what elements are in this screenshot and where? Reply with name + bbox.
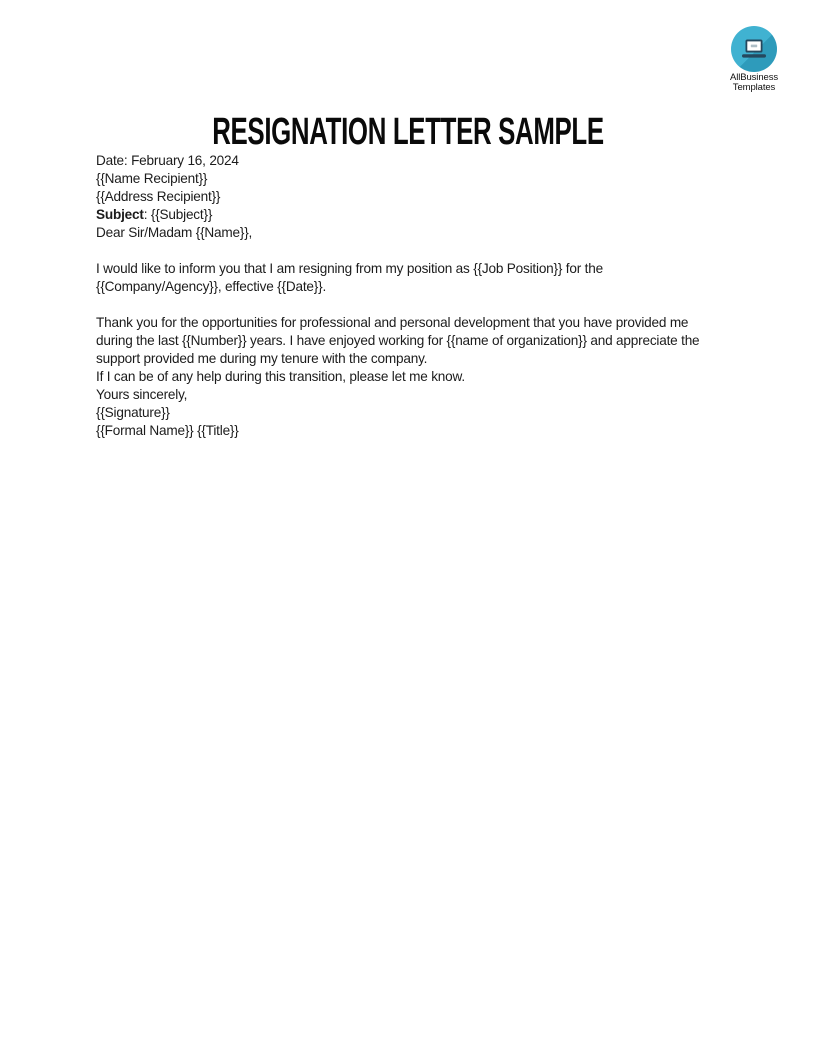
allbusiness-templates-logo: [724, 26, 784, 93]
recipient-name-placeholder: {{Name Recipient}}: [96, 171, 208, 186]
closing-line: Yours sincerely,: [96, 387, 188, 402]
paragraph-transition-help: If I can be of any help during this transition, please let me know.: [96, 369, 465, 384]
paragraph-thank-you: [96, 314, 720, 368]
brand-name-line1: AllBusiness: [729, 72, 778, 83]
laptop-icon: [741, 39, 767, 60]
salutation-line: Dear Sir/Madam {{Name}},: [96, 225, 253, 240]
subject-line: [96, 206, 720, 224]
brand-name-line2: Templates: [732, 82, 776, 93]
subject-label: Subject: [96, 207, 144, 222]
signoff-name-title-placeholder: {{Formal Name}} {{Title}}: [96, 423, 239, 438]
letter-body: [0, 152, 816, 440]
signature-placeholder: {{Signature}}: [96, 405, 170, 420]
paragraph-line: support provided me during my tenure with the company.: [96, 351, 428, 366]
date-line: Date: February 16, 2024: [96, 153, 239, 168]
recipient-address-placeholder: {{Address Recipient}}: [96, 189, 221, 204]
logo-circle: [731, 26, 777, 72]
paragraph-line: during the last {{Number}} years. I have enjoyed working for {{name of organization}} and appreciate the: [96, 333, 700, 348]
subject-value-placeholder: : {{Subject}}: [143, 207, 213, 222]
paragraph-line: {{Company/Agency}}, effective {{Date}}.: [96, 279, 327, 294]
paragraph-line: I would like to inform you that I am resigning from my position as {{Job Position}} for the: [96, 261, 603, 276]
paragraph-resignation-notice: [96, 260, 720, 296]
page-title: RESIGNATION LETTER SAMPLE: [212, 111, 604, 153]
brand-name: [724, 73, 784, 93]
paragraph-line: Thank you for the opportunities for professional and personal development that you have provided me: [96, 315, 689, 330]
